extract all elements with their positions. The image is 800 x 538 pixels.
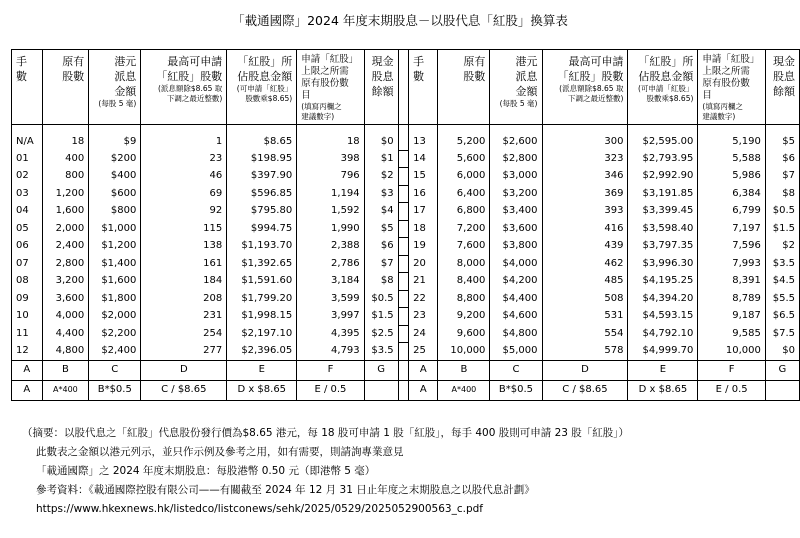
- table-cell: $4,792.10: [628, 325, 698, 343]
- table-cell: $3,600: [490, 220, 542, 238]
- table-cell: $2,595.00: [628, 125, 698, 151]
- table-cell: 439: [542, 238, 628, 256]
- table-cell: $3.5: [364, 343, 398, 361]
- table-cell: $795.80: [227, 203, 297, 221]
- table-cell: 161: [141, 255, 227, 273]
- page-title: 「載通國際」2024 年度末期股息－以股代息「紅股」換算表: [232, 13, 568, 28]
- formula-cell: [364, 380, 398, 400]
- table-cell: $2,396.05: [227, 343, 297, 361]
- header-dividend-left: [89, 50, 141, 125]
- table-cell: 554: [542, 325, 628, 343]
- table-cell: 208: [141, 290, 227, 308]
- table-row: [12, 343, 800, 361]
- table-cell: 8,789: [698, 290, 765, 308]
- scrip-conversion-table: [11, 49, 800, 401]
- header-lots-left-label: 手 數: [16, 55, 27, 83]
- table-cell: 21: [409, 273, 438, 291]
- table-cell: $400: [89, 168, 141, 186]
- formula-cell: A*400: [438, 380, 490, 400]
- table-cell: N/A: [12, 125, 43, 151]
- column-gap: [398, 308, 409, 326]
- table-cell: $5: [765, 125, 799, 151]
- table-cell: 22: [409, 290, 438, 308]
- table-cell: 10: [12, 308, 43, 326]
- table-cell: 9,187: [698, 308, 765, 326]
- table-cell: 02: [12, 168, 43, 186]
- table-cell: $397.90: [227, 168, 297, 186]
- table-cell: $2,400: [89, 343, 141, 361]
- table-cell: 231: [141, 308, 227, 326]
- table-cell: $800: [89, 203, 141, 221]
- table-cell: 277: [141, 343, 227, 361]
- table-cell: $0.5: [364, 290, 398, 308]
- table-cell: 23: [141, 150, 227, 168]
- table-cell: $200: [89, 150, 141, 168]
- formula-cell: C / $8.65: [542, 380, 628, 400]
- column-gap: [398, 185, 409, 203]
- table-cell: $3,598.40: [628, 220, 698, 238]
- table-cell: $1,200: [89, 238, 141, 256]
- table-cell: $596.85: [227, 185, 297, 203]
- table-cell: $4,800: [490, 325, 542, 343]
- table-cell: 92: [141, 203, 227, 221]
- table-cell: $3,200: [490, 185, 542, 203]
- table-cell: 09: [12, 290, 43, 308]
- table-row: [12, 325, 800, 343]
- table-cell: 9,600: [438, 325, 490, 343]
- table-cell: $5.5: [765, 290, 799, 308]
- table-cell: $1.5: [364, 308, 398, 326]
- column-letter: B: [42, 360, 89, 380]
- table-cell: $1,193.70: [227, 238, 297, 256]
- column-letter: A: [409, 360, 438, 380]
- column-gap: [398, 290, 409, 308]
- column-gap: [398, 273, 409, 291]
- table-cell: $3: [364, 185, 398, 203]
- table-cell: 300: [542, 125, 628, 151]
- table-cell: $8.65: [227, 125, 297, 151]
- header-shares-left: [42, 50, 89, 125]
- table-cell: 8,391: [698, 273, 765, 291]
- reference-note: 參考資料：《載通國際控股有限公司——有關截至 2024 年 12 月 31 日止年度之末期股息之以股代息計劃》: [36, 484, 535, 496]
- header-shares-right: [438, 50, 490, 125]
- header-cash-balance-left-label: 現金 股息 餘額: [371, 55, 394, 98]
- table-cell: 1,990: [297, 220, 364, 238]
- table-cell: $3,800: [490, 238, 542, 256]
- table-cell: 400: [42, 150, 89, 168]
- table-row: [12, 125, 800, 151]
- table-cell: 6,799: [698, 203, 765, 221]
- table-cell: $3,399.45: [628, 203, 698, 221]
- table-cell: 1,592: [297, 203, 364, 221]
- table-cell: 1,194: [297, 185, 364, 203]
- header-lots-right: [409, 50, 438, 125]
- table-cell: 08: [12, 273, 43, 291]
- header-max-scrip-left-note: (派息額除$8.65 取 下調之最近整數): [157, 84, 223, 103]
- dividend-note: 「載通國際」之 2024 年度末期股息：每股港幣 0.50 元（即港幣 5 毫）: [36, 465, 376, 477]
- table-cell: 8,000: [438, 255, 490, 273]
- table-cell: 4,400: [42, 325, 89, 343]
- table-cell: $600: [89, 185, 141, 203]
- table-row: [12, 290, 800, 308]
- table-cell: $3,996.30: [628, 255, 698, 273]
- table-cell: $2,600: [490, 125, 542, 151]
- header-scrip-value-left-note: (可申請「紅股」 股數乘$8.65): [236, 84, 293, 103]
- formula-cell: B*$0.5: [490, 380, 542, 400]
- formula-cell: A: [12, 380, 43, 400]
- table-cell: $1.5: [765, 220, 799, 238]
- table-cell: 20: [409, 255, 438, 273]
- header-scrip-value-left-label: 「紅股」所 佔股息金額: [237, 55, 293, 83]
- table-cell: $198.95: [227, 150, 297, 168]
- summary-note: （摘要：以股代息之「紅股」代息股份發行價為$8.65 港元，每 18 股可申請 1 股「紅股」，每手 400 股則可申請 23 股「紅股」）: [22, 427, 630, 439]
- table-cell: 1,600: [42, 203, 89, 221]
- table-cell: $2,200: [89, 325, 141, 343]
- table-cell: 184: [141, 273, 227, 291]
- table-cell: $4,593.15: [628, 308, 698, 326]
- table-cell: $4,200: [490, 273, 542, 291]
- reference-url: https://www.hkexnews.hk/listedco/listconews/sehk/2025/0529/2025052900563_c.pdf: [36, 503, 483, 515]
- table-cell: 14: [409, 150, 438, 168]
- table-cell: 485: [542, 273, 628, 291]
- table-cell: 6,384: [698, 185, 765, 203]
- table-cell: 10,000: [438, 343, 490, 361]
- table-cell: 369: [542, 185, 628, 203]
- table-cell: $7.5: [765, 325, 799, 343]
- table-cell: $1,600: [89, 273, 141, 291]
- table-cell: 398: [297, 150, 364, 168]
- table-cell: 9,585: [698, 325, 765, 343]
- table-cell: 1: [141, 125, 227, 151]
- table-cell: $2,000: [89, 308, 141, 326]
- header-cash-balance-left: [364, 50, 398, 125]
- table-cell: $1,392.65: [227, 255, 297, 273]
- header-required-shares-left-note: (填寫丙欄之 建議數字): [301, 102, 342, 121]
- table-cell: 796: [297, 168, 364, 186]
- table-row: [12, 220, 800, 238]
- column-letter-row: [12, 360, 800, 380]
- table-cell: $7: [364, 255, 398, 273]
- header-scrip-value-left: [227, 50, 297, 125]
- column-gap: [398, 220, 409, 238]
- header-required-shares-right-label: 申請「紅股」 上限之所需 原有股份數 目: [702, 54, 760, 101]
- table-cell: $1,000: [89, 220, 141, 238]
- header-shares-left-label: 原有 股數: [62, 55, 85, 83]
- column-letter: C: [490, 360, 542, 380]
- table-cell: 4,793: [297, 343, 364, 361]
- header-max-scrip-left-label: 最高可申請 「紅股」股數: [156, 55, 223, 83]
- header-dividend-right-note: (每股 5 毫): [499, 99, 538, 108]
- table-cell: 13: [409, 125, 438, 151]
- table-cell: 138: [141, 238, 227, 256]
- column-letter: F: [297, 360, 364, 380]
- column-gap: [398, 50, 409, 125]
- column-letter: D: [542, 360, 628, 380]
- table-row: [12, 168, 800, 186]
- column-gap: [398, 203, 409, 221]
- header-required-shares-right: [698, 50, 765, 125]
- column-gap: [398, 325, 409, 343]
- table-cell: 6,400: [438, 185, 490, 203]
- header-row: [12, 50, 800, 125]
- formula-cell: E / 0.5: [297, 380, 364, 400]
- table-cell: $8: [364, 273, 398, 291]
- table-cell: 03: [12, 185, 43, 203]
- table-cell: 12: [12, 343, 43, 361]
- column-letter: G: [765, 360, 799, 380]
- formula-cell: E / 0.5: [698, 380, 765, 400]
- table-cell: 7,596: [698, 238, 765, 256]
- column-letter: B: [438, 360, 490, 380]
- column-letter: A: [12, 360, 43, 380]
- column-letter: E: [628, 360, 698, 380]
- formula-cell: C / $8.65: [141, 380, 227, 400]
- table-cell: 2,000: [42, 220, 89, 238]
- table-row: [12, 185, 800, 203]
- table-cell: 416: [542, 220, 628, 238]
- table-cell: 46: [141, 168, 227, 186]
- table-cell: 6,000: [438, 168, 490, 186]
- table-cell: 531: [542, 308, 628, 326]
- table-cell: 8,400: [438, 273, 490, 291]
- table-cell: $6.5: [765, 308, 799, 326]
- column-gap: [398, 255, 409, 273]
- header-required-shares-right-note: (填寫丙欄之 建議數字): [702, 102, 743, 121]
- table-cell: $0: [765, 343, 799, 361]
- header-lots-right-label: 手 數: [413, 55, 425, 83]
- table-cell: $2,800: [490, 150, 542, 168]
- table-cell: $4: [364, 203, 398, 221]
- table-cell: $0: [364, 125, 398, 151]
- table-row: [12, 273, 800, 291]
- table-cell: $5,000: [490, 343, 542, 361]
- table-cell: 115: [141, 220, 227, 238]
- header-lots-left: [12, 50, 43, 125]
- formula-cell: D x $8.65: [628, 380, 698, 400]
- table-cell: 5,588: [698, 150, 765, 168]
- table-cell: 15: [409, 168, 438, 186]
- header-max-scrip-left: [141, 50, 227, 125]
- table-cell: $4,999.70: [628, 343, 698, 361]
- table-cell: $3,000: [490, 168, 542, 186]
- table-cell: 18: [297, 125, 364, 151]
- table-cell: $9: [89, 125, 141, 151]
- column-letter: C: [89, 360, 141, 380]
- table-cell: 01: [12, 150, 43, 168]
- table-cell: 323: [542, 150, 628, 168]
- header-max-scrip-right: [542, 50, 628, 125]
- column-letter: E: [227, 360, 297, 380]
- header-max-scrip-right-label: 最高可申請 「紅股」股數: [557, 55, 624, 83]
- table-cell: $1: [364, 150, 398, 168]
- header-dividend-left-note: (每股 5 毫): [98, 99, 137, 108]
- header-scrip-value-right-label: 「紅股」所 佔股息金額: [638, 55, 694, 83]
- header-scrip-value-right: [628, 50, 698, 125]
- table-cell: $2: [765, 238, 799, 256]
- formula-cell: D x $8.65: [227, 380, 297, 400]
- table-cell: $3,191.85: [628, 185, 698, 203]
- table-cell: 7,200: [438, 220, 490, 238]
- table-cell: $6: [765, 150, 799, 168]
- table-cell: $994.75: [227, 220, 297, 238]
- column-letter: G: [364, 360, 398, 380]
- header-required-shares-left: [297, 50, 364, 125]
- table-cell: 9,200: [438, 308, 490, 326]
- disclaimer-note: 此數表之金額以港元列示，並只作示例及參考之用，如有需要，則請詢專業意見: [36, 446, 404, 458]
- header-dividend-right: [490, 50, 542, 125]
- formula-row: [12, 380, 800, 400]
- table-cell: 2,786: [297, 255, 364, 273]
- header-dividend-left-label: 港元 派息 金額: [114, 55, 137, 98]
- table-cell: 2,800: [42, 255, 89, 273]
- table-cell: 7,600: [438, 238, 490, 256]
- table-cell: $4,400: [490, 290, 542, 308]
- table-cell: 5,986: [698, 168, 765, 186]
- table-cell: 5,200: [438, 125, 490, 151]
- table-cell: 254: [141, 325, 227, 343]
- table-cell: 10,000: [698, 343, 765, 361]
- table-cell: 578: [542, 343, 628, 361]
- table-cell: $2,197.10: [227, 325, 297, 343]
- table-cell: $5: [364, 220, 398, 238]
- table-cell: $4,394.20: [628, 290, 698, 308]
- table-cell: $4,000: [490, 255, 542, 273]
- table-row: [12, 203, 800, 221]
- table-cell: 3,599: [297, 290, 364, 308]
- header-dividend-right-label: 港元 派息 金額: [515, 55, 538, 98]
- table-cell: 1,200: [42, 185, 89, 203]
- table-cell: $1,400: [89, 255, 141, 273]
- table-cell: 5,600: [438, 150, 490, 168]
- table-cell: $4,195.25: [628, 273, 698, 291]
- table-cell: 07: [12, 255, 43, 273]
- table-cell: 4,800: [42, 343, 89, 361]
- header-scrip-value-right-note: (可申請「紅股」 股數乘$8.65): [637, 84, 694, 103]
- table-cell: 4,000: [42, 308, 89, 326]
- table-cell: $3,400: [490, 203, 542, 221]
- table-cell: 16: [409, 185, 438, 203]
- table-cell: $3,797.35: [628, 238, 698, 256]
- notes: [22, 424, 630, 519]
- table-cell: $1,799.20: [227, 290, 297, 308]
- column-letter: F: [698, 360, 765, 380]
- header-cash-balance-right-label: 現金 股息 餘額: [773, 55, 795, 98]
- table-cell: 05: [12, 220, 43, 238]
- table-cell: $2: [364, 168, 398, 186]
- formula-cell: A: [409, 380, 438, 400]
- table-cell: 11: [12, 325, 43, 343]
- table-cell: $4,600: [490, 308, 542, 326]
- column-gap: [398, 343, 409, 361]
- table-cell: $1,998.15: [227, 308, 297, 326]
- table-cell: 2,400: [42, 238, 89, 256]
- table-cell: $3.5: [765, 255, 799, 273]
- table-cell: 3,200: [42, 273, 89, 291]
- header-shares-right-label: 原有 股數: [463, 55, 486, 83]
- table-cell: $6: [364, 238, 398, 256]
- column-letter: D: [141, 360, 227, 380]
- table-cell: 2,388: [297, 238, 364, 256]
- column-gap: [398, 238, 409, 256]
- table-row: [12, 238, 800, 256]
- column-gap: [398, 150, 409, 168]
- table-cell: 508: [542, 290, 628, 308]
- table-cell: 7,993: [698, 255, 765, 273]
- table-cell: $8: [765, 185, 799, 203]
- table-cell: 346: [542, 168, 628, 186]
- formula-cell: B*$0.5: [89, 380, 141, 400]
- table-cell: 462: [542, 255, 628, 273]
- table-cell: $0.5: [765, 203, 799, 221]
- table-cell: 8,800: [438, 290, 490, 308]
- table-cell: 393: [542, 203, 628, 221]
- table-cell: 19: [409, 238, 438, 256]
- table-cell: 25: [409, 343, 438, 361]
- table-cell: $1,591.60: [227, 273, 297, 291]
- table-cell: $1,800: [89, 290, 141, 308]
- column-gap: [398, 168, 409, 186]
- table-row: [12, 255, 800, 273]
- table-cell: $4.5: [765, 273, 799, 291]
- table-cell: 7,197: [698, 220, 765, 238]
- formula-cell: [765, 380, 799, 400]
- table-cell: 800: [42, 168, 89, 186]
- table-cell: $7: [765, 168, 799, 186]
- table-cell: 04: [12, 203, 43, 221]
- table-cell: 18: [409, 220, 438, 238]
- table-cell: 4,395: [297, 325, 364, 343]
- table-cell: 24: [409, 325, 438, 343]
- column-gap: [398, 380, 409, 400]
- column-gap: [398, 125, 409, 151]
- table-cell: $2,793.95: [628, 150, 698, 168]
- table-cell: 3,600: [42, 290, 89, 308]
- table-cell: $2,992.90: [628, 168, 698, 186]
- formula-cell: A*400: [42, 380, 89, 400]
- table-cell: 17: [409, 203, 438, 221]
- table-cell: 18: [42, 125, 89, 151]
- table-cell: 3,997: [297, 308, 364, 326]
- table-cell: 3,184: [297, 273, 364, 291]
- header-required-shares-left-label: 申請「紅股」 上限之所需 原有股份數 目: [301, 54, 359, 101]
- table-cell: 6,800: [438, 203, 490, 221]
- table-row: [12, 150, 800, 168]
- table-cell: 69: [141, 185, 227, 203]
- header-max-scrip-right-note: (派息額除$8.65 取 下調之最近整數): [559, 84, 624, 103]
- table-row: [12, 308, 800, 326]
- table-cell: $2.5: [364, 325, 398, 343]
- table-cell: 23: [409, 308, 438, 326]
- table-cell: 5,190: [698, 125, 765, 151]
- table-cell: 06: [12, 238, 43, 256]
- column-gap: [398, 360, 409, 380]
- header-cash-balance-right: [765, 50, 799, 125]
